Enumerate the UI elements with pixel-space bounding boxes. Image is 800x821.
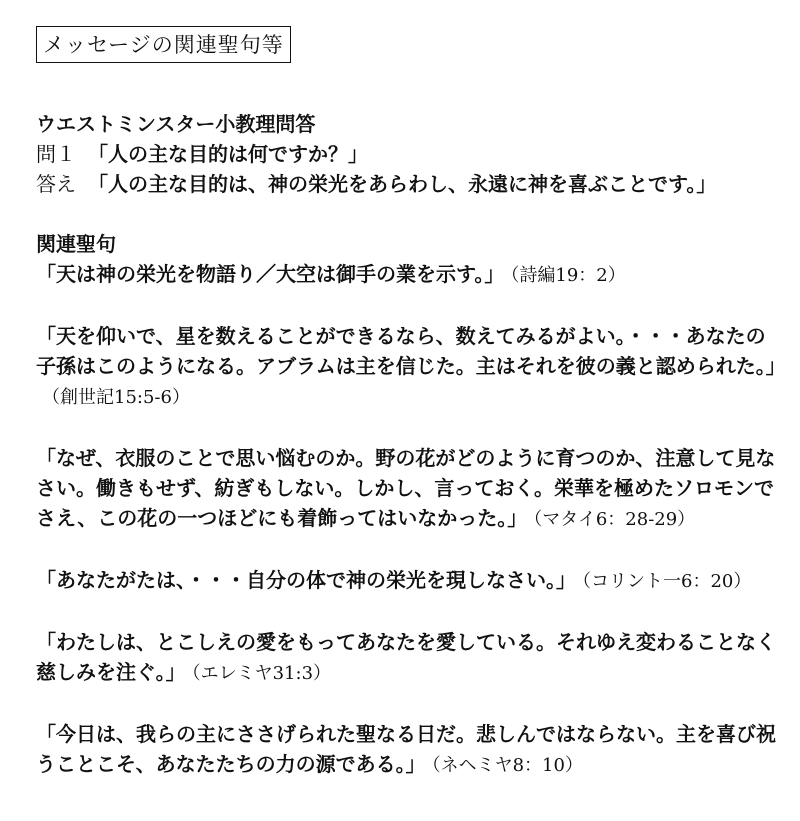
verse-text: 「わたしは、とこしえの愛をもってあなたを愛している。それゆえ変わることなく慈しみを注ぐ。」	[36, 630, 776, 684]
verse-text: 「あなたがたは、・・・自分の体で神の栄光を現しなさい。」	[36, 568, 576, 592]
question-label: 問１	[36, 142, 76, 166]
verse-text: 「天を仰いで、星を数えることができるなら、数えてみるがよい。・・・あなたの子孫はこのようになる。アブラムは主を信じた。主はそれを彼の義と認められた。」	[36, 324, 786, 378]
verse-reference: （コリント一6：20）	[582, 571, 752, 592]
verse-reference: （マタイ6：28-29）	[533, 509, 696, 530]
verse-reference: （創世記15:5-6）	[42, 387, 190, 408]
verse-item	[36, 259, 776, 291]
verse-item	[36, 443, 776, 535]
related-verses-heading: 関連聖句	[36, 232, 116, 256]
document-title: メッセージの関連聖句等	[36, 26, 291, 63]
answer-line	[36, 169, 776, 199]
document-page	[36, 26, 786, 811]
verse-reference: （ネヘミヤ8：10）	[431, 755, 583, 776]
verse-text: 「今日は、我らの主にささげられた聖なる日だ。悲しんではならない。主を喜び祝うことこそ、あなたたちの力の源である。」	[36, 722, 776, 776]
answer-text: 「人の主な目的は、神の栄光をあらわし、永遠に神を喜ぶことです。」	[88, 172, 717, 196]
catechism-section	[36, 109, 776, 199]
question-line	[36, 139, 776, 169]
verse-reference: （エレミヤ31:3）	[191, 663, 332, 684]
verse-item	[36, 627, 776, 689]
verse-text: 「天は神の栄光を物語り／大空は御手の業を示す。」	[36, 262, 505, 286]
verse-list	[36, 259, 786, 781]
verse-text: 「なぜ、衣服のことで思い悩むのか。野の花がどのように育つのか、注意して見なさい。働きもせず、紡ぎもしない。しかし、言っておく。栄華を極めたソロモンでさえ、この花の一つほどにも着飾ってはいなかった。」	[36, 446, 776, 530]
verse-item	[36, 321, 786, 413]
answer-label: 答え	[36, 172, 76, 196]
catechism-heading: ウエストミンスター小教理問答	[36, 112, 316, 136]
verse-reference: （詩編19：2）	[510, 265, 626, 286]
verse-item	[36, 565, 776, 597]
verse-item	[36, 719, 776, 781]
question-text: 「人の主な目的は何ですか？」	[88, 142, 368, 166]
